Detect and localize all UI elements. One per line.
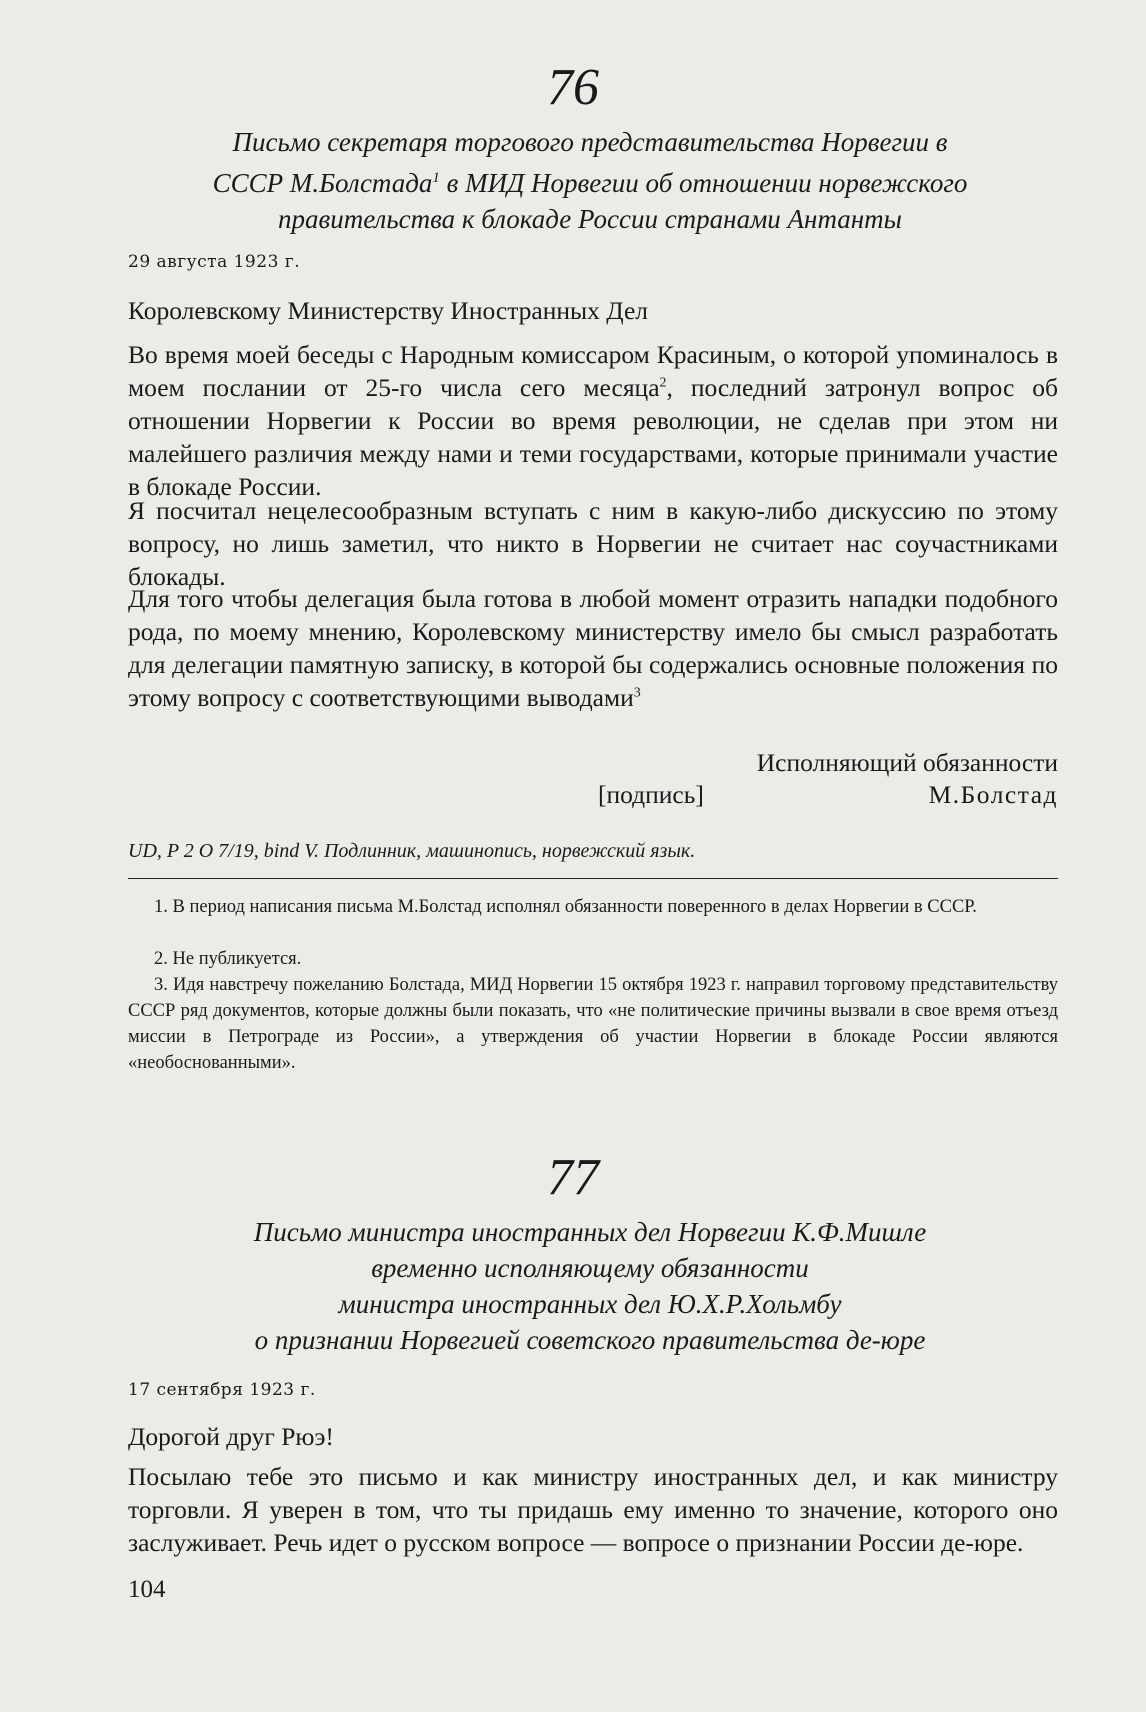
signature-name: М.Болстад [928,780,1058,809]
footnote-text: 3. Идя навстречу пожеланию Болстада, МИД Норвегии 15 октября 1923 г. направил торговому представительству СССР ряд документов, которые должны были показать, что «не политические причины вызвали в свое время отъезд миссии в Петрограде из России», а утверждения об участии Норвегии в блокаде России являются «необоснованными». [128,975,1058,1073]
signature-title: Исполняющий обязанности [756,748,1058,777]
letter-date: 17 сентября 1923 г. [128,1380,316,1400]
paragraph-text: Для того чтобы делегация была готова в любой момент отразить нападки подобного рода, по моему мнению, Королевскому министерству имело бы смысл разработать для делегации памятную записку, в которой бы содержались основные положения по этому вопросу с соответствующими выводами [128,584,1058,712]
page-number: 104 [128,1576,166,1603]
paragraph [128,582,1058,714]
document-title [120,124,1060,237]
addressee: Королевскому Министерству Иностранных Дел [128,296,649,325]
greeting: Дорогой друг Рюэ! [128,1422,334,1451]
letter-date: 29 августа 1923 г. [128,252,301,272]
footnote [128,946,1058,972]
footnote-text: 2. Не публикуется. [154,949,302,969]
document-title [120,1214,1060,1358]
document-number: 76 [547,59,599,116]
paragraph: Посылаю тебе это письмо и как министру иностранных дел, и как министру торговли. Я уверен в том, что ты придашь ему именно то значение, которого оно заслуживает. Речь идет о русском вопросе — вопросе о признании России де-юре. [128,1462,1058,1557]
paragraph-text: , последний затронул вопрос об отношении Норвегии к России во время революции, не сделав при этом ни малейшего различия между нами и теми государствами, которые принимали участие в блокаде России. [128,373,1058,501]
title-line: в МИД Норвегии об отношении норвежского [439,168,968,198]
title-line: СССР М.Болстада [212,168,433,198]
signature-mark: [подпись] [598,780,704,809]
archive-source: UD, P 2 O 7/19, bind V. Подлинник, машинопись, норвежский язык. [128,840,696,862]
title-line: правительства к блокаде России странами Антанты [278,204,902,234]
paragraph-text: Во время моей беседы с Народным комиссаром Красиным, о которой упоминалось в моем послании от 25-го числа сего месяца [128,340,1058,402]
footnote-divider [128,878,1058,879]
document-number: 77 [547,1149,599,1206]
paragraph [128,338,1058,503]
footnote-text: 1. В период написания письма М.Болстад исполнял обязанности поверенного в делах Норвегии в СССР. [154,897,977,917]
footnote [128,972,1058,1076]
title-line: министра иностранных дел Ю.Х.Р.Хольмбу [338,1289,842,1319]
title-line: Письмо министра иностранных дел Норвегии К.Ф.Мишле [253,1217,927,1247]
footnote-marker: 1 [432,170,440,186]
title-line: Письмо секретаря торгового представительства Норвегии в [232,127,948,157]
title-line: о признании Норвегией советского правительства де-юре [254,1325,926,1355]
paragraph: Я посчитал нецелесообразным вступать с ним в какую-либо дискуссию по этому вопросу, но лишь заметил, что никто в Норвегии не считает нас соучастниками блокады. [128,496,1058,591]
footnote-marker: 3 [633,685,641,701]
footnote-marker: 2 [659,375,667,391]
footnote [128,894,1058,920]
title-line: временно исполняющему обязанности [371,1253,809,1283]
